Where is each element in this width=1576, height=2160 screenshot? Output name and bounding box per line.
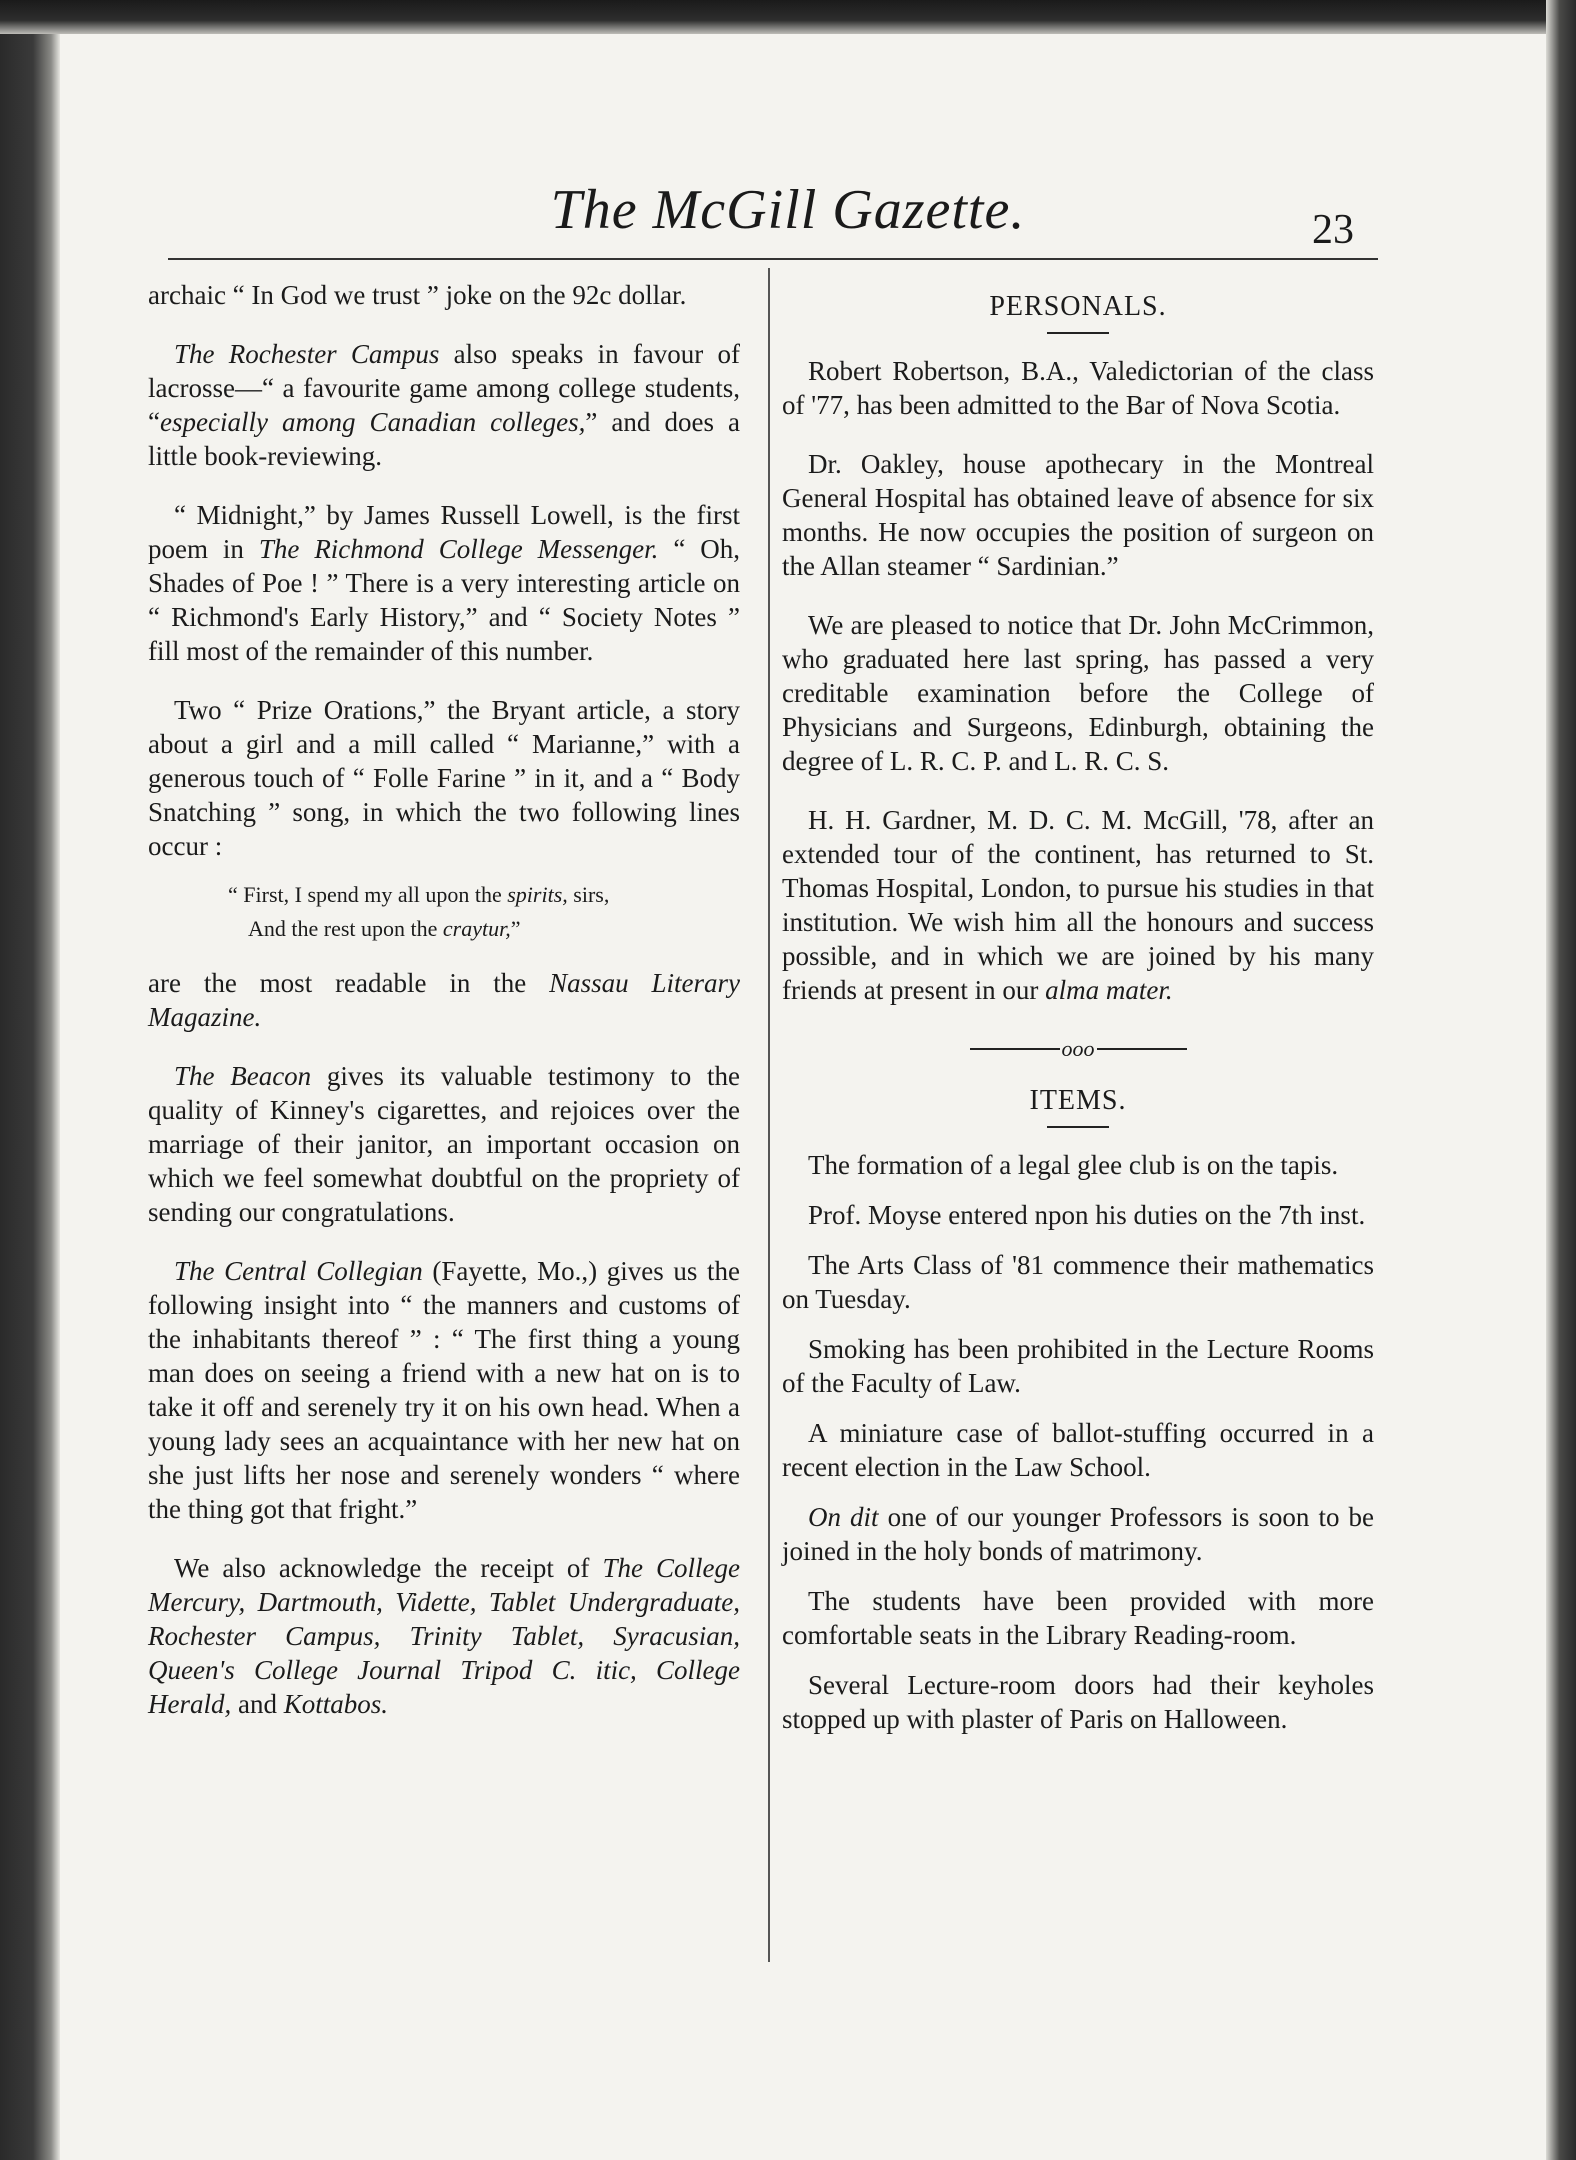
section-separator [782, 1032, 1374, 1066]
news-item: The formation of a legal glee club is on the tapis. [808, 1150, 1339, 1180]
personal-item-2: Dr. Oakley, house apothecary in the Montreal General Hospital has obtained leave of absence for six months. He now occupies the position of surgeon on the Allan steamer “ Sardinian.” [782, 449, 1374, 581]
column-divider [768, 268, 770, 1962]
items-heading: ITEMS. [1029, 1085, 1127, 1116]
heading-rule [1047, 332, 1109, 334]
page-number: 23 [1312, 207, 1354, 253]
left-paragraph-7: The Central Collegian (Fayette, Mo.,) gives us the following insight into “ the manners and customs of the inhabitants thereof ” : “ The first thing a young man does on seeing a friend with a new hat on is to take it off and serenely try it on his own head. When a young lady sees an acquaintance with her new hat on she just lifts her nose and serenely wonders “ where the thing got that fright.” [148, 1256, 740, 1524]
news-item: Several Lecture-room doors had their keyholes stopped up with plaster of Paris on Halloween. [782, 1670, 1374, 1734]
left-paragraph-6: The Beacon gives its valuable testimony to the quality of Kinney's cigarettes, and rejoices over the marriage of their janitor, an important occasion on which we feel somewhat doubtful on the propriety of sending our congratulations. [148, 1061, 740, 1227]
publication-title: The Richmond College Messenger. [258, 534, 659, 564]
page-title: The McGill Gazette. [550, 179, 1026, 241]
left-paragraph-2: The Rochester Campus also speaks in favour of lacrosse—“ a favourite game among college students, “especially among Canadian colleges,” and does a little book-reviewing. [148, 339, 740, 471]
verse-line-1: “ First, I spend my all upon the spirits, sirs, [228, 882, 610, 907]
publication-title: Nassau Literary Magazine. [148, 968, 740, 1032]
heading-rule [1047, 1126, 1109, 1128]
scan-edge-left [0, 0, 60, 2160]
left-paragraph-8: We also acknowledge the receipt of The College Mercury, Dartmouth, Vidette, Tablet Undergraduate, Rochester Campus, Trinity Tablet, Syracusian, Queen's College Journal Tripod C. itic, College Herald, and Kottabos. [148, 1553, 740, 1719]
scan-edge-top [0, 0, 1576, 34]
items-list [782, 1148, 1374, 1736]
news-item: Smoking has been prohibited in the Lecture Rooms of the Faculty of Law. [782, 1334, 1374, 1398]
verse-quote [228, 878, 740, 946]
left-paragraph-3: “ Midnight,” by James Russell Lowell, is the first poem in The Richmond College Messenger. “ Oh, Shades of Poe ! ” There is a very interesting article on “ Richmond's Early History,” and “ Society Notes ” fill most of the remainder of this number. [148, 500, 740, 666]
news-item: The Arts Class of '81 commence their mathematics on Tuesday. [782, 1250, 1374, 1314]
left-column [148, 278, 740, 1746]
personal-item-1: Robert Robertson, B.A., Valedictorian of the class of '77, has been admitted to the Bar of Nova Scotia. [782, 356, 1374, 420]
personal-item-4: H. H. Gardner, M. D. C. M. McGill, '78, after an extended tour of the continent, has returned to St. Thomas Hospital, London, to pursue his studies in that institution. We wish him all the honours and success possible, and in which we are joined by his many friends at present in our alma mater. [782, 805, 1374, 1005]
news-item: Prof. Moyse entered npon his duties on the 7th inst. [808, 1200, 1366, 1230]
left-paragraph-1: archaic “ In God we trust ” joke on the 92c dollar. [148, 280, 687, 310]
left-paragraph-5: are the most readable in the Nassau Literary Magazine. [148, 968, 740, 1032]
scan-edge-right [1546, 0, 1576, 2160]
separator-ornament: ooo [1061, 1036, 1095, 1061]
left-paragraph-4: Two “ Prize Orations,” the Bryant article, a story about a girl and a mill called “ Marianne,” with a generous touch of “ Folle Farine ” in it, and a “ Body Snatching ” song, in which the two following lines occur : [148, 695, 740, 861]
header-rule [168, 258, 1378, 260]
verse-line-2: And the rest upon the craytur,” [248, 916, 521, 941]
personals-heading: PERSONALS. [989, 291, 1167, 322]
separator-line [970, 1048, 1060, 1050]
personal-item-3: We are pleased to notice that Dr. John McCrimmon, who graduated here last spring, has passed a very creditable examination before the College of Physicians and Surgeons, Edinburgh, obtaining the degree of L. R. C. P. and L. R. C. S. [782, 610, 1374, 776]
publication-list: The College Mercury, Dartmouth, Vidette, Tablet Undergraduate, Rochester Campus, Trinity Tablet, Syracusian, Queen's College Journal Tripod C. itic, College Herald, [148, 1553, 740, 1719]
news-item: On dit one of our younger Professors is soon to be joined in the holy bonds of matrimony. [782, 1502, 1374, 1566]
right-column [782, 278, 1374, 1752]
separator-line [1097, 1048, 1187, 1050]
news-item: A miniature case of ballot-stuffing occurred in a recent election in the Law School. [782, 1418, 1374, 1482]
publication-title: The Beacon [174, 1061, 312, 1091]
publication-title: The Rochester Campus [174, 339, 440, 369]
publication-title: The Central Collegian [174, 1256, 423, 1286]
news-item: The students have been provided with more comfortable seats in the Library Reading-room. [782, 1586, 1374, 1650]
